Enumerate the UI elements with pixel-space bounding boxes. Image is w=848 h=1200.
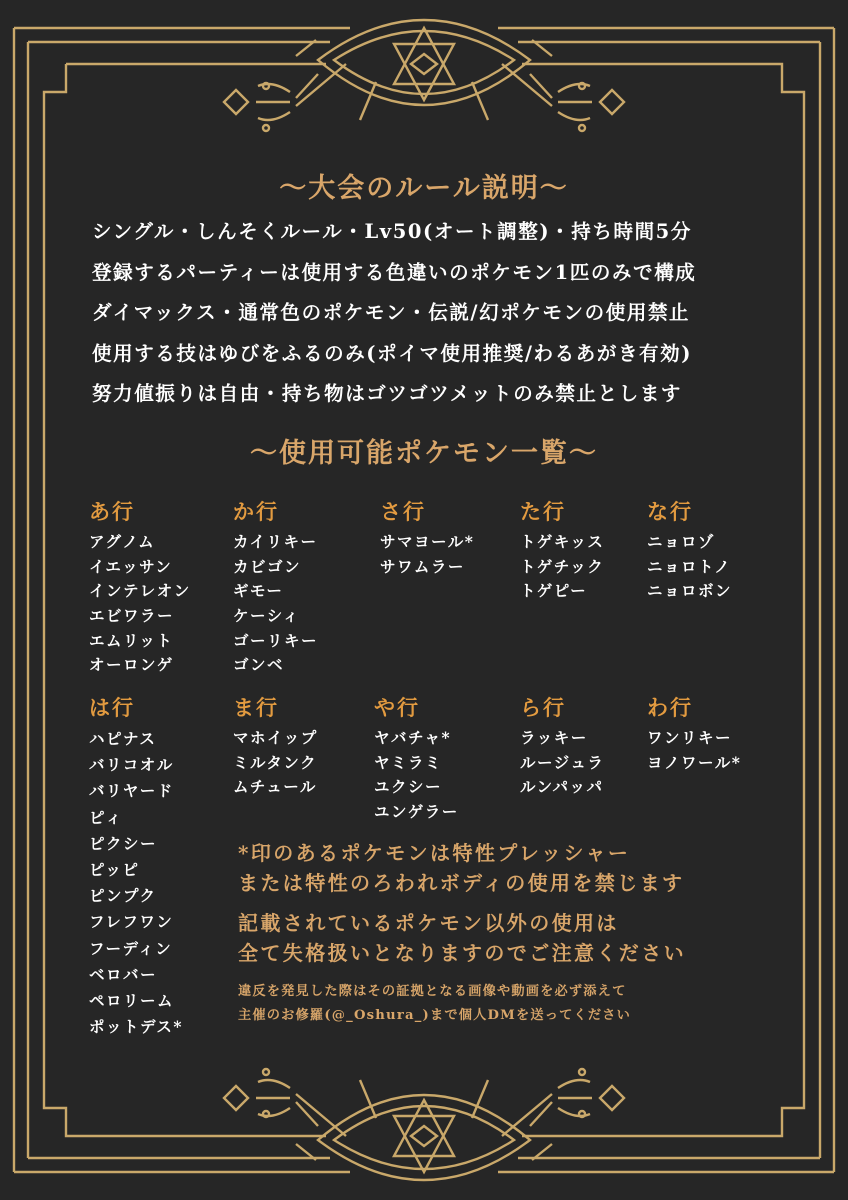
column-heading: な行 (647, 499, 693, 524)
pokemon-name: インテレオン (89, 581, 191, 601)
pokemon-name: カビゴン (233, 556, 302, 576)
column-heading: さ行 (380, 499, 426, 524)
column-heading: ら行 (520, 695, 566, 720)
pokemon-name: フレフワン (89, 912, 174, 932)
column-heading: あ行 (89, 499, 135, 524)
pokemon-name: ラッキー (520, 728, 588, 747)
note-line: 全て失格扱いとなりますのでご注意ください (238, 941, 686, 965)
pokemon-name: ユクシー (374, 777, 443, 797)
pokemon-name: ピィ (89, 807, 123, 827)
pokemon-name: ギモー (233, 581, 284, 601)
pokemon-name: ニョロトノ (647, 556, 732, 576)
column-wa (647, 693, 797, 775)
column-a (89, 497, 239, 678)
pokemon-name: トゲチック (520, 556, 605, 576)
pokemon-name: ヨノワール* (647, 752, 742, 772)
rules-title: ～大会のルール説明～ (279, 173, 569, 204)
pokemon-name: ルージュラ (520, 752, 605, 772)
pokemon-name: ヤバチャ* (374, 728, 452, 747)
pokemon-name: ピッピ (89, 859, 140, 879)
rule-item: シングル・しんそくルール・Lv50(オート調整)・持ち時間5分 (92, 220, 692, 243)
pokemon-name: サワムラー (380, 556, 465, 576)
pokemon-name: バリコオル (89, 755, 174, 775)
pokemon-name: ミルタンク (233, 752, 318, 772)
pokemon-name: ペロリーム (89, 990, 175, 1010)
note-line: 主催のお修羅(@_Oshura_)まで個人DMを送ってください (238, 1008, 632, 1023)
pokemon-list-title: ～使用可能ポケモン一覧～ (250, 438, 598, 469)
pokemon-name: ニョロゾ (647, 532, 716, 551)
pokemon-name: エビワラー (89, 606, 175, 626)
rule-item: 登録するパーティーは使用する色違いのポケモン1匹のみで構成 (92, 260, 697, 284)
pokemon-name: ヤミラミ (374, 752, 443, 772)
pokemon-name: ピンプク (89, 886, 157, 906)
pokemon-name: バリヤード (89, 781, 174, 801)
pokemon-name: ゴンベ (233, 655, 285, 675)
disqualification-note (238, 908, 686, 968)
column-ma (233, 693, 383, 800)
pokemon-name: イエッサン (89, 556, 173, 576)
pokemon-name: ベロバー (89, 964, 158, 984)
pokemon-name: オーロンゲ (89, 655, 174, 675)
pokemon-name: ゴーリキー (233, 630, 319, 650)
column-heading: は行 (89, 695, 135, 720)
column-sa (380, 497, 530, 579)
column-ka (233, 497, 383, 678)
column-heading: わ行 (647, 695, 693, 720)
column-ha (89, 693, 239, 1040)
pokemon-name: アグノム (89, 532, 156, 551)
pokemon-name: ワンリキー (647, 728, 733, 747)
column-heading: た行 (520, 499, 566, 524)
rule-item: 使用する技はゆびをふるのみ(ポイマ使用推奨/わるあがき有効) (92, 341, 693, 365)
asterisk-note (238, 838, 684, 898)
pokemon-name: ピクシー (89, 833, 158, 853)
rule-item: ダイマックス・通常色のポケモン・伝説/幻ポケモンの使用禁止 (92, 301, 691, 324)
pokemon-name: ユンゲラー (374, 802, 459, 822)
report-note (238, 980, 631, 1028)
pokemon-name: ポットデス* (89, 1017, 183, 1037)
pokemon-name: ムチュール (233, 777, 317, 797)
column-na (647, 497, 797, 604)
rules-list (92, 212, 772, 415)
pokemon-name: フーディン (89, 938, 173, 958)
column-heading: や行 (374, 695, 420, 720)
column-heading: ま行 (233, 695, 279, 720)
note-line: *印のあるポケモンは特性プレッシャー (238, 841, 631, 865)
rule-item: 努力値振りは自由・持ち物はゴツゴツメットのみ禁止とします (92, 382, 683, 405)
pokemon-name: エムリット (89, 630, 174, 650)
pokemon-name: ニョロボン (647, 581, 733, 601)
pokemon-name: トゲピー (520, 581, 588, 601)
pokemon-name: トゲキッス (520, 532, 605, 551)
pokemon-name: カイリキー (233, 532, 318, 551)
note-line: 違反を発見した際はその証拠となる画像や動画を必ず添えて (238, 984, 627, 999)
note-line: または特性のろわれボディの使用を禁じます (238, 871, 685, 895)
column-ya (374, 693, 524, 825)
note-line: 記載されているポケモン以外の使用は (238, 911, 619, 935)
pokemon-name: ケーシィ (233, 606, 300, 626)
pokemon-name: マホイップ (233, 728, 318, 747)
pokemon-name: サマヨール* (380, 532, 475, 551)
pokemon-name: ルンパッパ (520, 777, 604, 797)
column-heading: か行 (233, 499, 279, 524)
pokemon-name: ハピナス (89, 729, 157, 748)
